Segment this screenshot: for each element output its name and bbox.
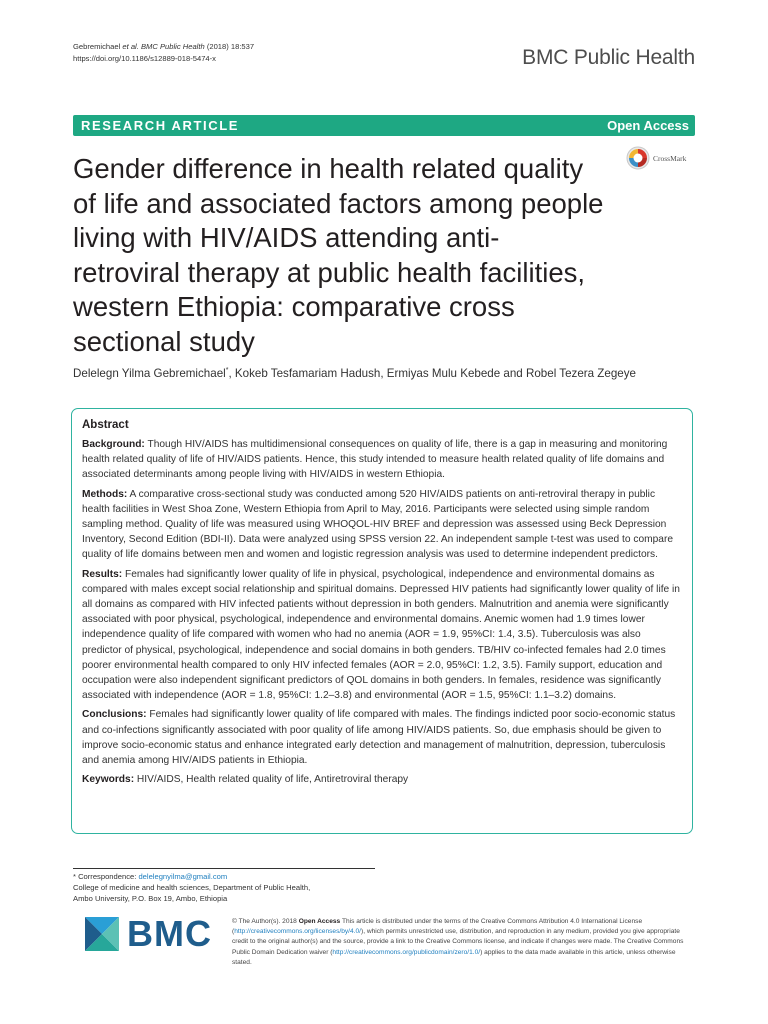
bmc-logo [85, 913, 212, 955]
section-label: Keywords: [82, 774, 135, 786]
affiliation-line: College of medicine and health sciences, Department of Public Health, [73, 883, 311, 892]
abstract-methods [82, 487, 682, 563]
abstract-conclusions [82, 707, 682, 768]
section-label: Conclusions: [82, 709, 147, 721]
doi-link[interactable]: https://doi.org/10.1186/s12889-018-5474-x [73, 54, 216, 63]
abstract-box [71, 408, 693, 834]
citation-authors: Gebremichael [73, 42, 123, 51]
crossmark-badge[interactable] [626, 146, 686, 170]
title-line: living with HIV/AIDS attending anti- [73, 222, 500, 253]
license-text: This article is distributed under the terms of the Creative Commons Attribution 4.0 International License ( [232, 918, 643, 936]
citation-header [73, 41, 254, 65]
article-title [73, 152, 621, 359]
author-first[interactable]: Delelegn Yilma Gebremichael [73, 367, 226, 380]
license-text: ) applies to the data made available in this article, unless otherwise stated. [232, 948, 676, 966]
section-text: A comparative cross-sectional study was conducted among 520 HIV/AIDS patients on anti-retroviral therapy in public health facilities in West Shoa Zone, Western Ethiopia from April to May, 2016. Participants were selected using simple random sampling method. Quality of life was measured using WHOQOL-HIV BREF and depression was assessed using Beck Depression Inventory, Second Edition (BDI-II). Data were analyzed using SPSS version 22. An independent sample t-test was used to compare quality of life domains between men and women and logistic regression analysis was used to determine independent predictors. [82, 488, 674, 561]
title-line: of life and associated factors among people [73, 187, 604, 219]
abstract-results [82, 567, 682, 704]
title-line: sectional study [73, 325, 255, 357]
section-text: Females had significantly lower quality of life in physical, psychological, independence and environmental domains as compared with males except social relationship and spiritual domains. Depressed HIV patients had significantly lower quality of life in all domains as compared with HIV infected patients without depression in both genders. Malnutrition and anemia were significantly associated with poor physical, psychological, independence and environmental domains. Anemic women had 1.9 times lower independence quality of life compared with women who had no anemia (AOR = 1.9, 95%CI: 1.4, 3.5). Tuberculosis was also predictor of physical, psychological, independence and social domains in both genders. TB/HIV co-infected females had 2.0 times poorer environmental health compared to only HIV infected females (AOR = 2.0, 95%CI: 1.2, 3.5). Family support, education and occupation were also independent significant predictors of QOL domains in both genders. In females, residence was significantly associated with independence (AOR = 1.8, 95%CI: 1.2–3.8) and environmental (AOR = 1.5, 95%CI: 1.1–3.2) domains. [82, 568, 680, 702]
section-label: Methods: [82, 488, 128, 500]
footnote-divider [73, 868, 375, 869]
license-open-access: Open Access [298, 918, 341, 925]
article-type-label: RESEARCH ARTICLE [81, 118, 240, 133]
section-text: Females had significantly lower quality of life compared with males. The findings indicted poor socio-economic status and co-infections significantly associated with poor quality of life among HIV/AIDS patients. So, due emphasis should be given to improve socio-economic status and enhance integrated early detection and management of malnutrition, depression, tuberculosis and anemia among HIV/AIDS patients in Ethiopia. [82, 709, 676, 767]
abstract-keywords [82, 772, 682, 787]
license-text: © The Author(s). 2018 [232, 918, 299, 925]
affiliation-line: Ambo University, P.O. Box 19, Ambo, Ethiopia [73, 894, 228, 903]
citation-line [73, 41, 254, 53]
license-link-cc-by[interactable]: http://creativecommons.org/licenses/by/4.0/ [234, 928, 362, 936]
author-list [73, 367, 636, 380]
title-line: retroviral therapy at public health facilities, [73, 256, 586, 288]
section-text: Though HIV/AIDS has multidimensional consequences on quality of life, there is a gap in measuring and monitoring health related quality of life of HIV/AIDS patients. Hence, this study intended to measure health related quality of life domains and associated determinants among people living with HIV/AIDS in western Ethiopia. [82, 439, 668, 481]
correspondence-email[interactable]: delelegnyilma@gmail.com [138, 872, 228, 881]
section-label: Background: [82, 439, 145, 450]
license-link-cc-zero[interactable]: http://creativecommons.org/publicdomain/zero/1.0/ [332, 948, 481, 956]
open-access-label: Open Access [607, 118, 689, 133]
bmc-logo-text: BMC [127, 913, 212, 954]
correspondence-line [73, 871, 310, 882]
correspondence-label: * Correspondence: [73, 872, 139, 881]
correspondence-footnote [73, 871, 310, 904]
abstract-heading: Abstract [82, 419, 129, 431]
section-text: HIV/AIDS, Health related quality of life, Antiretroviral therapy [134, 774, 409, 786]
license-statement [232, 917, 694, 968]
corresponding-mark: * [225, 367, 229, 375]
crossmark-label: CrossMark [653, 153, 687, 163]
citation-journal: et al. BMC Public Health [122, 42, 205, 51]
abstract-background [82, 437, 682, 483]
section-label: Results: [82, 568, 123, 580]
citation-volume: (2018) 18:537 [204, 42, 255, 51]
author-others: , Kokeb Tesfamariam Hadush, Ermiyas Mulu Kebede and Robel Tezera Zegeye [228, 367, 636, 380]
journal-name: BMC Public Health [522, 46, 695, 69]
bmc-logo-icon [85, 917, 119, 951]
article-type-banner [73, 115, 695, 136]
title-line: western Ethiopia: comparative cross [73, 291, 515, 322]
license-text: ), which permits unrestricted use, distribution, and reproduction in any medium, provided you give appropriate credit to the original author(s) and the source, provide a link to the Creative Commons license, and indicate if changes were made. The Creative Commons Public Domain Dedication waiver ( [232, 928, 684, 956]
title-line: Gender difference in health related quality [73, 153, 584, 184]
crossmark-icon [626, 146, 650, 170]
